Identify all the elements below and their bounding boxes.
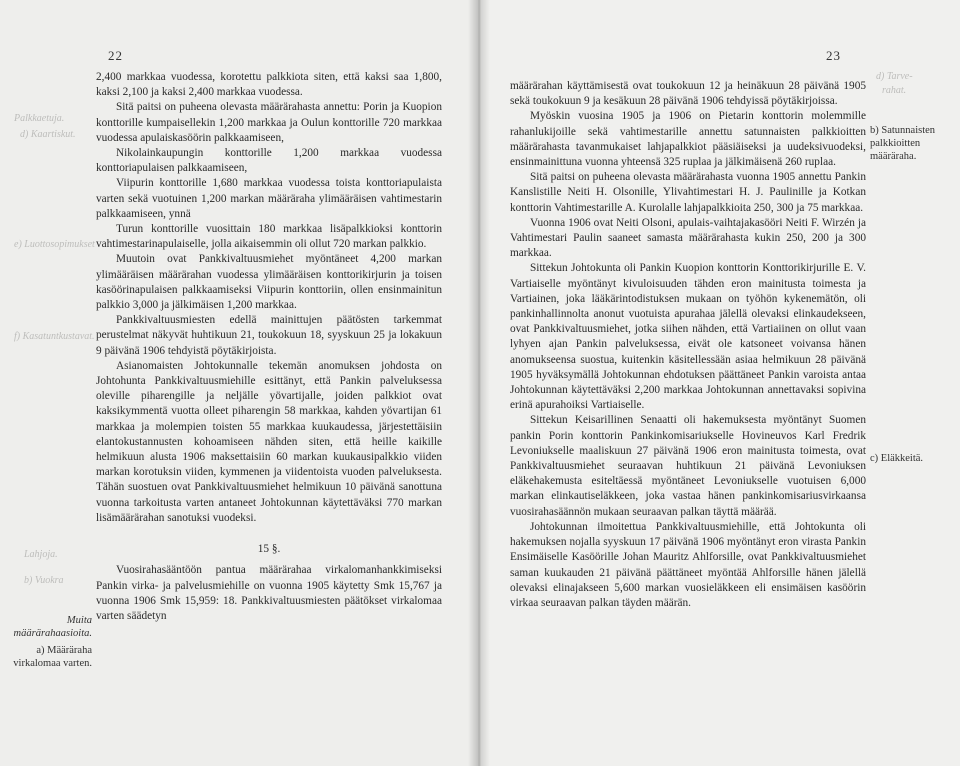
- ghost-note: Lahjoja.: [24, 549, 58, 560]
- paragraph: Pankkivaltuusmiesten edellä mainittujen päätösten tarkemmat perustelmat näkyvät huhtikuun 21, toukokuun 18, syyskuun 25 ja lokakuun 9 päivänä 1906 tehdyistä pöytäkirjoista.: [96, 314, 442, 357]
- paragraph: Muutoin ovat Pankkivaltuusmiehet myöntäneet 4,200 markan ylimääräisen määrärahan vuodessa ylimääräisen konttorikirjurin ja toisen kasöörinapulaisen palkkaamiseksi Viipurin konttoriin, ollen ensinmainitun palkkio 3,000 ja jälkimäisen 1,200 markkaa.: [96, 253, 442, 312]
- ghost-note: Palkkaetuja.: [14, 113, 65, 124]
- paragraph: Viipurin konttorille 1,680 markkaa vuodessa toista konttoriapulaista varten sekä vuotuinen 1,200 markan määräraha ylimääräisen vahtimestarin palkkaamiseen, ynnä: [96, 177, 442, 220]
- paragraph: Turun konttorille vuosittain 180 markkaa lisäpalkkioksi konttorin vahtimestarinapulaiselle, jolla aikaisemmin oli ollut 720 markan palkkio.: [96, 223, 442, 251]
- paragraph: Nikolainkaupungin konttorille 1,200 markkaa vuodessa konttoriapulaisen palkkaamiseen,: [96, 147, 442, 175]
- margin-note-satunnaiset: b) Satunnaisten palkkioitten määräraha.: [870, 125, 936, 162]
- page-number-right: 23: [826, 48, 841, 63]
- paragraph: Vuosirahasääntöön pantua määrärahaa virkalomanhankkimiseksi Pankin virka- ja palvelusmiehille on vuonna 1905 käytetty Smk 15,767 ja vuonna 1906 Smk 15,959: 18. Pankkivaltuusmiesten päätökset virkalomaa varten säädetyn: [96, 564, 442, 622]
- paragraph: Asianomaisten Johtokunnalle tekemän anomuksen johdosta on Johtohunta Pankkivaltuusmiehille esittänyt, että Pankin palveluksessa oleville piharengille ja neljälle yövartijalle, joiden palkkiot ovat kaksikymmentä vuotta olleet piharengin 58 markkaa, kahden yövartijan 61 markkaa ja molempien toisten 55 markkaa kuukaudessa, järjestettäisiin elantokustannusten kohoamiseen nähden siten, että heille kaikille helmikuun alusta 1906 maksettaisiin 60 markan kuukausipalkkio viiden markan korotuksin viiden, kymmenen ja viidentoista vuoden palveluksesta. Tähän suostuen ovat Pankkivaltuusmiehet helmikuun 10 päivänä sanottuna vuonna tarkoitusta varten antaneet Johtokunnan käytettäväksi 770 markan lisämäärärahan sanotuksi vuodeksi.: [96, 359, 442, 524]
- ghost-note: f) Kasatuntkustavat.: [14, 331, 95, 342]
- margin-note-elakkeita: c) Eläkkeitä.: [870, 453, 924, 464]
- book-gutter: [468, 0, 490, 766]
- paragraph: 2,400 markkaa vuodessa, korotettu palkkiota siten, että kaksi saa 1,800, kaksi 2,100 ja kaksi 2,400 markkaa vuodessa.: [96, 71, 442, 99]
- ghost-note: e) Luottosopimukset: [14, 239, 95, 250]
- margin-note-virkaloma: a) Määräraha virkalomaa varten.: [13, 645, 92, 669]
- paragraph: määrärahan käyttämisestä ovat toukokuun 12 ja heinäkuun 28 päivänä 1905 sekä toukokuun 9 ja kesäkuun 28 päivänä 1906 tehdyissä pöytäkirjoissa.: [510, 80, 866, 108]
- paragraph: Myöskin vuosina 1905 ja 1906 on Pietarin konttorin molemmille rahanlukijoille sekä vahtimestarille annettu satunnaisten palkkioitten määrärahasta tavanmukaiset lahjapalkkiot pääsiäiseksi ja uudeksivuodeksi, ensinmainittuna vuonna yhteensä 325 ruplaa ja jälkimäisenä 260 ruplaa.: [510, 110, 866, 169]
- paragraph: Sitä paitsi on puheena olevasta määrärahasta vuonna 1905 annettu Pankin Kanslistille Neiti H. Olsonille, Ylivahtimestari H. J. Paulinille ja Kotkan konttorin Vahtimestarille A. Kurolalle lahjapalkkioita 250, 300 ja 75 markkaa.: [510, 171, 866, 214]
- ghost-note: d) Kaartiskut.: [20, 129, 76, 140]
- left-body-text: [96, 70, 442, 624]
- ghost-note: b) Vuokra: [24, 575, 64, 586]
- page-number-left: 22: [108, 48, 123, 63]
- paragraph: Vuonna 1906 ovat Neiti Olsoni, apulais-vaihtajakasööri Neiti F. Wirzén ja Vahtimestari Paulin saaneet samasta määrärahasta kukin 250, 200 ja 300 markkaa.: [510, 216, 866, 260]
- paragraph: Johtokunnan ilmoitettua Pankkivaltuusmiehille, että Johtokunta oli hakemuksen nojalla syyskuun 17 päivänä 1906 myöntänyt eron virasta Pankin Ensimäiselle Kasöörille Johan Mauritz Ahlforsille, ovat Pankkivaltuusmiehet saman kuukauden 21 päivänä päättäneet myöntää Ahlforsille hänen jälellä olevaksi elinajakseen 5,600 markan vuosieläkkeen eli ensimäisen kasöörin virkaa seuraavan palkan täyden määrän.: [510, 520, 866, 609]
- margin-note-section-title: Muita määrärahaasioita.: [13, 615, 92, 639]
- ghost-note: rahat.: [882, 85, 907, 96]
- paragraph: Sittekun Keisarillinen Senaatti oli hakemuksesta myöntänyt Suomen pankin Porin konttorin Pankinkomisariukselle Hovineuvos Karl Fredrik Levoniukselle maaliskuun 27 päivänä 1906 eron mainitusta toimesta, ovat Pankkivaltuusmiehet seuraavan huhtikuun 21 päivänä Levoniuksen eläkehakemusta esiteltäessä myöntäneet Levoniukselle vuotuisen 6,000 markan elinkautiseläkkeen, joka vastaa hänen pankinkomisariusvirkaansa vuosirahasäännön mukaan seuraavan palkan täyttä määrää.: [510, 414, 866, 518]
- left-page: [0, 0, 478, 766]
- ghost-note: d) Tarve-: [876, 71, 913, 82]
- paragraph: Sittekun Johtokunta oli Pankin Kuopion konttorin Konttorikirjurille E. V. Vartiaiselle myöntänyt kivuloisuuden tähden eron mainitusta toimesta ja Vartiainen, joka lääkärintodistuksen mukaan on työhön kykenemätön, oli pankinhallinnolta anonut vuotuista apurahaa jälellä olevaksi elinkaudekseen, ovat Pankkivaltuusmiehet, jotka siihen nähden, että Vartiaiinen on ollut vaan lyhyen ajan Pankin palveluksessa, eivät ole katsoneet voivansa hänen anomukseensa suostua, kuitenkin käsitellessään asiaa helmikuun 28 päivänä 1905 hyväksymällä Johtokunnan ehdotuksen päättäneet Pankin varoista antaa Johtokunnan käytettäväksi 2,200 markkaa Johtokunnan annettavaksi sopivina erinä apurahoiksi Vartiaiselle.: [510, 262, 866, 412]
- right-body-text: [510, 79, 866, 611]
- right-page: [478, 0, 960, 766]
- paragraph: Sitä paitsi on puheena olevasta määrärahasta annettu: Porin ja Kuopion konttorille kumpaisellekin 1,200 markkaa ja Oulun konttorille 720 markkaa vuodessa apulaiskasöörin palkkaamiseen,: [96, 101, 442, 144]
- section-heading: 15 §.: [257, 543, 281, 556]
